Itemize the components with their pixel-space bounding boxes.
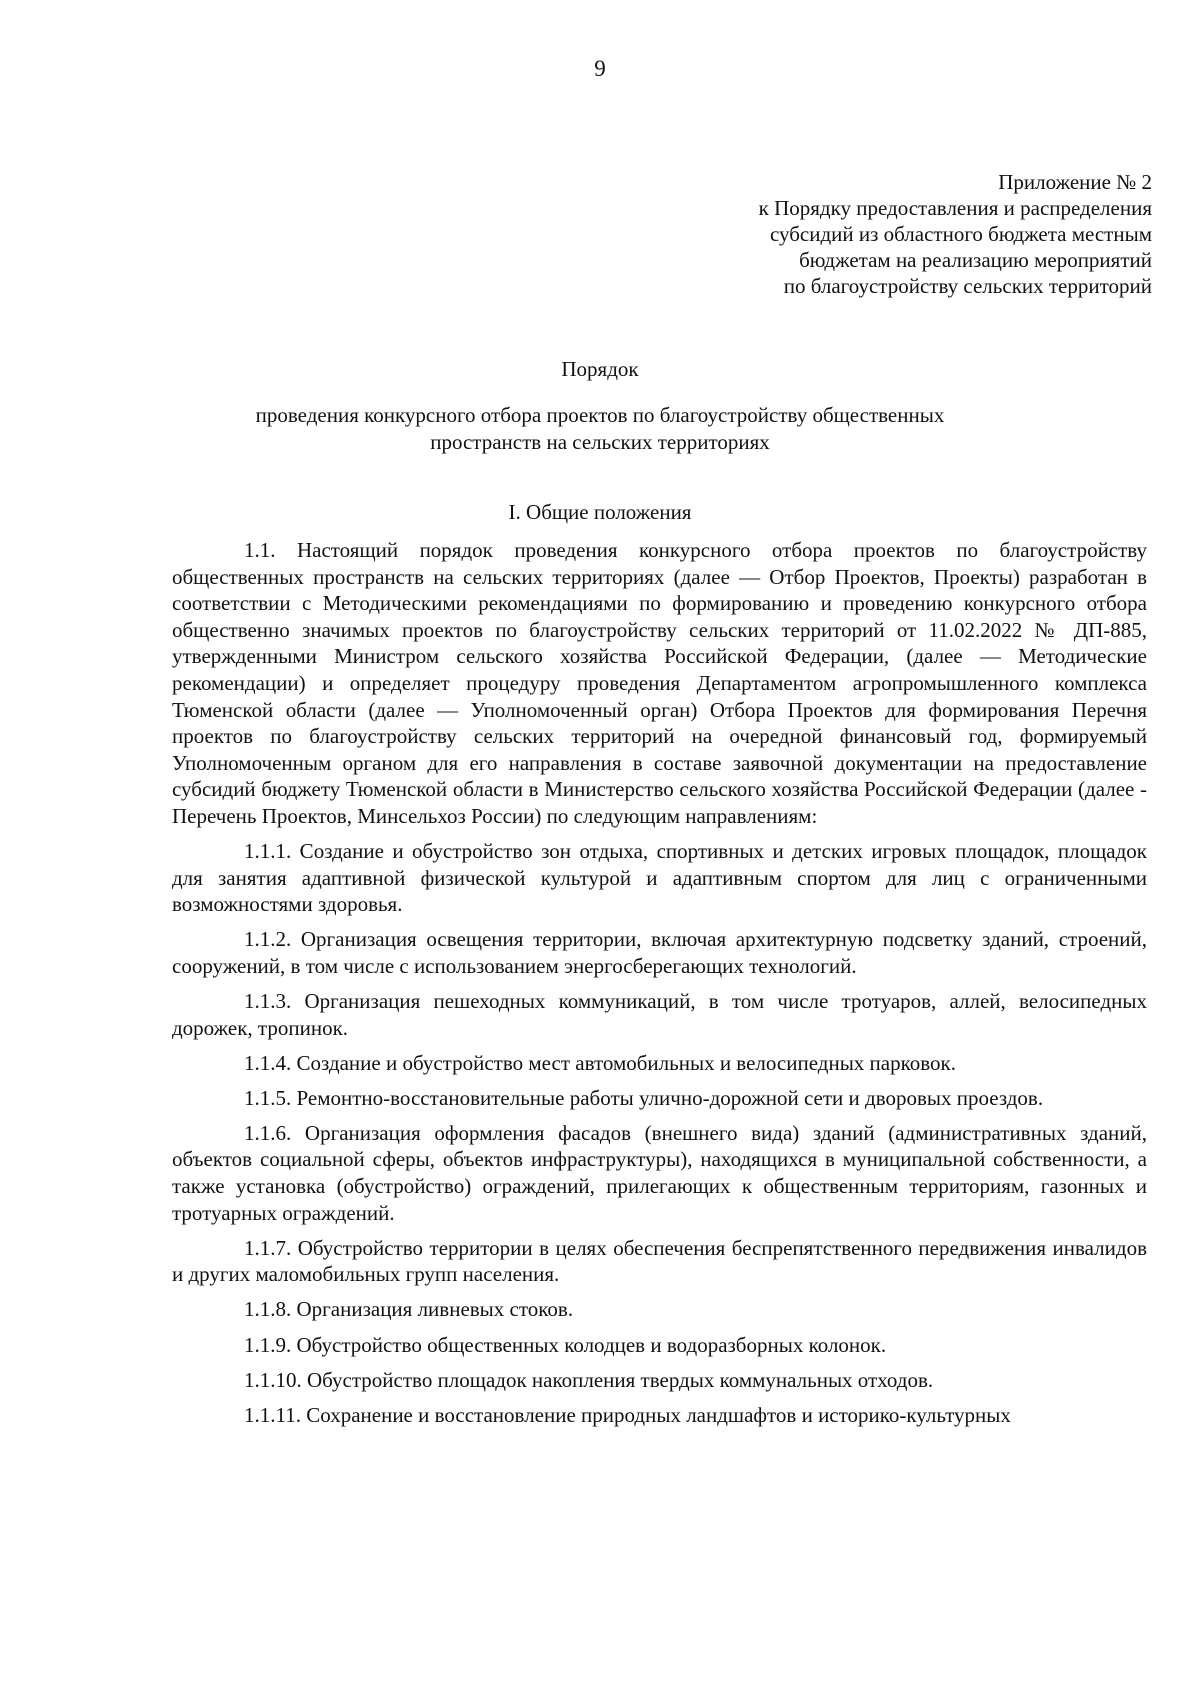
subtitle-line-2: пространств на сельских территориях (430, 430, 770, 454)
paragraph-1-1-10: 1.1.10. Обустройство площадок накопления твердых коммунальных отходов. (244, 1367, 934, 1392)
appendix-line-1: Приложение № 2 (998, 170, 1152, 194)
appendix-block (632, 169, 1152, 299)
paragraph-1-1-4: 1.1.4. Создание и обустройство мест автомобильных и велосипедных парковок. (244, 1050, 956, 1075)
paragraph-1-1-9: 1.1.9. Обустройство общественных колодцев и водоразборных колонок. (244, 1332, 887, 1357)
paragraph-1-1-1: 1.1.1. Создание и обустройство зон отдыха, спортивных и детских игровых площадок, площадок для занятия адаптивной физической культурой и адаптивным спортом для лиц с ограниченными возможностями здоровья. (172, 839, 1147, 917)
subtitle-line-1: проведения конкурсного отбора проектов по благоустройству общественных (255, 403, 945, 427)
document-subtitle (0, 402, 1200, 456)
document-title: Порядок (561, 357, 639, 381)
paragraph-1-1-5: 1.1.5. Ремонтно-восстановительные работы улично-дорожной сети и дворовых проездов. (244, 1085, 1044, 1110)
paragraph-1-1-2: 1.1.2. Организация освещения территории, включая архитектурную подсветку зданий, строений, сооружений, в том числе с использованием энергосберегающих технологий. (172, 927, 1147, 978)
paragraph-1-1-3: 1.1.3. Организация пешеходных коммуникаций, в том числе тротуаров, аллей, велосипедных дорожек, тропинок. (172, 989, 1147, 1040)
paragraph-1-1-7: 1.1.7. Обустройство территории в целях обеспечения беспрепятственного передвижения инвалидов и других маломобильных групп населения. (172, 1235, 1147, 1287)
section-heading: I. Общие положения (508, 500, 692, 524)
page-number: 9 (594, 56, 606, 81)
paragraph-1-1-11: 1.1.11. Сохранение и восстановление природных ландшафтов и историко-культурных (244, 1402, 1011, 1427)
appendix-line-5: по благоустройству сельских территорий (783, 274, 1152, 298)
appendix-line-3: субсидий из областного бюджета местным (769, 222, 1152, 246)
paragraph-1-1-6: 1.1.6. Организация оформления фасадов (внешнего вида) зданий (административных зданий, объектов социальной сферы, объектов инфраструктуры), находящихся в муниципальной собственности, а также установка (обустройство) ограждений, прилегающих к общественным территориям, газонных и тротуарных ограждений. (172, 1120, 1147, 1225)
appendix-line-4: бюджетам на реализацию мероприятий (799, 248, 1152, 272)
document-body (172, 537, 1147, 1437)
paragraph-1-1: 1.1. Настоящий порядок проведения конкурсного отбора проектов по благоустройству общественных пространств на сельских территориях (далее — Отбор Проектов, Проекты) разработан в соответствии с Методическими рекомендациями по формированию и проведению конкурсного отбора общественно значимых проектов по благоустройству сельских территорий от 11.02.2022 № ДП-885, утвержденными Министром сельского хозяйства Российской Федерации, (далее — Методические рекомендации) и определяет процедуру проведения Департаментом агропромышленного комплекса Тюменской области (далее — Уполномоченный орган) Отбора Проектов для формирования Перечня проектов по благоустройству сельских территорий на очередной финансовый год, формируемый Уполномоченным органом для его направления в составе заявочной документации на предоставление субсидий бюджету Тюменской области в Министерство сельского хозяйства Российской Федерации (далее - Перечень Проектов, Минсельхоз России) по следующим направлениям: (172, 538, 1147, 828)
paragraph-1-1-8: 1.1.8. Организация ливневых стоков. (244, 1297, 574, 1322)
appendix-line-2: к Порядку предоставления и распределения (758, 196, 1152, 220)
